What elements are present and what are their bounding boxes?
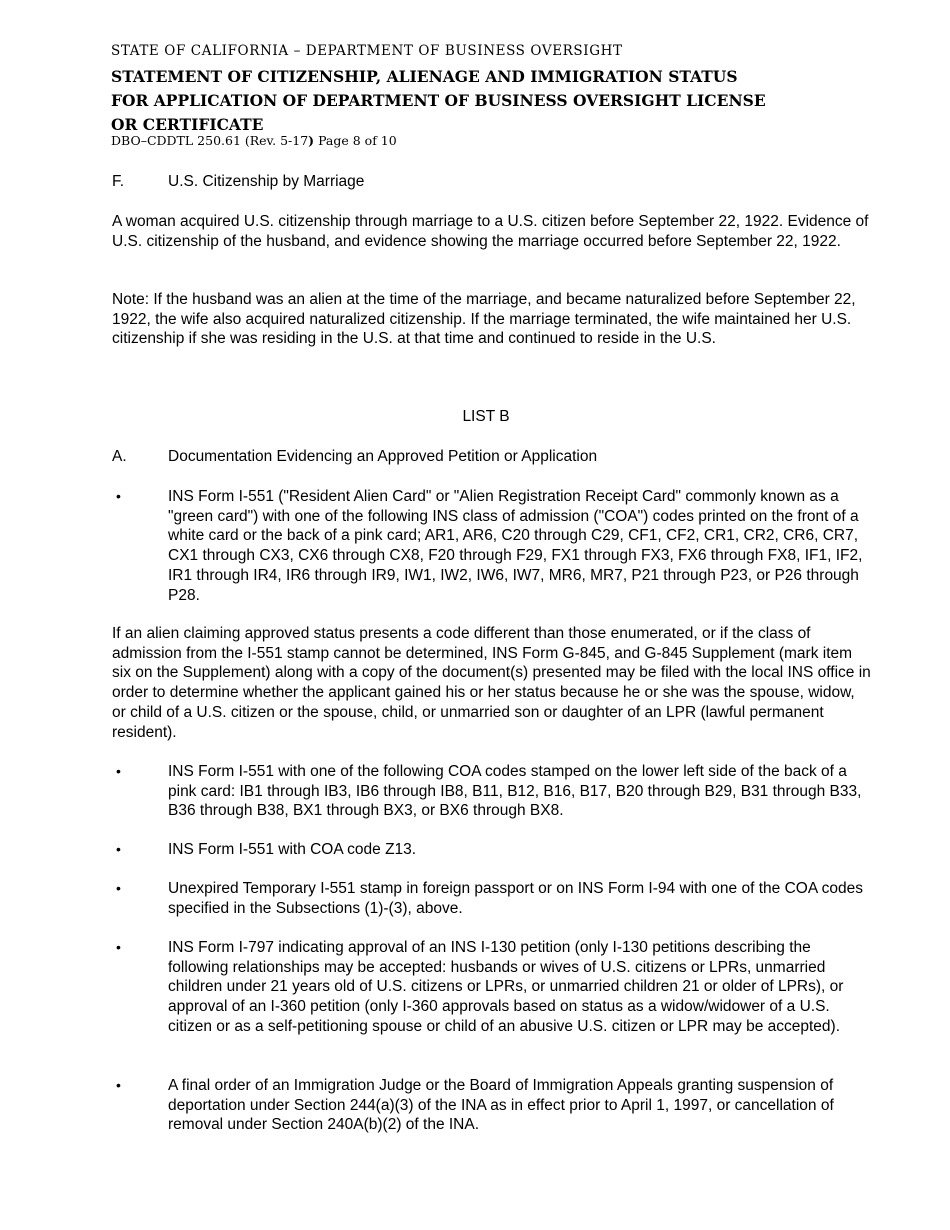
bullet-3-text: INS Form I-551 with COA code Z13.: [168, 841, 417, 858]
form-id: DBO–CDDTL 250.61 (Rev. 5-17: [111, 133, 309, 148]
section-f-note: Note: If the husband was an alien at the time of the marriage, and became naturalized before September 22, 1922, the wife also acquired naturalized citizenship. If the marriage terminated, the wife maintained her U.S. citizenship if she was residing in the U.S. at that time and continued to reside in the U.S.: [112, 291, 856, 348]
form-title-line-2: FOR APPLICATION OF DEPARTMENT OF BUSINESS OVERSIGHT LICENSE: [111, 91, 766, 110]
bullet-6-marker: •: [116, 1077, 121, 1093]
bullet-3-marker: •: [116, 841, 121, 857]
form-number-line: [111, 133, 397, 148]
bullet-2-text: INS Form I-551 with one of the following COA codes stamped on the lower left side of the back of a pink card: IB1 through IB3, IB6 through IB8, B11, B12, B16, B17, B20 through B29, B31 through B33, B36 through B38, BX1 through BX3, or BX6 through BX8.: [168, 763, 862, 820]
form-title: [111, 65, 766, 137]
form-title-line-3: OR CERTIFICATE: [111, 115, 264, 134]
bullet-5-text: INS Form I-797 indicating approval of an INS I-130 petition (only I-130 petitions describing the following relationships may be accepted: husbands or wives of U.S. citizens or LPRs, unmarried children under 21 years old of U.S. citizens or LPRs, or unmarried children 21 or older of LPRs), or approval of an I-360 petition (only I-360 approvals based on status as a widow/widower of a U.S. citizen or as a self-petitioning spouse or child of an abusive U.S. citizen or LPR may be accepted).: [168, 939, 844, 1035]
bullet-4-text: Unexpired Temporary I-551 stamp in foreign passport or on INS Form I-94 with one of the COA codes specified in the Subsections (1)-(3), above.: [168, 880, 863, 917]
form-title-line-1: STATEMENT OF CITIZENSHIP, ALIENAGE AND IMMIGRATION STATUS: [111, 67, 738, 86]
bullet-1-text: INS Form I-551 ("Resident Alien Card" or "Alien Registration Receipt Card" commonly known as a "green card") with one of the following INS class of admission ("COA") codes printed on the front of a white card or the back of a pink card; AR1, AR6, C20 through C29, CF1, CF2, CR1, CR2, CR6, CR7, CX1 through CX3, CX6 through CX8, F20 through F29, FX1 through FX3, FX6 through FX8, IF1, IF2, IR1 through IR4, IR6 through IR9, IW1, IW2, IW6, IW7, MR6, MR7, P21 through P23, or P26 through P28.: [168, 488, 863, 604]
bullet-4-marker: •: [116, 880, 121, 896]
list-b-section-a-title: Documentation Evidencing an Approved Petition or Application: [168, 448, 598, 465]
list-b-section-a-letter: A.: [112, 448, 127, 465]
bullet-1-marker: •: [116, 488, 121, 504]
form-id-paren: ): [308, 133, 315, 148]
bullet-2-marker: •: [116, 763, 121, 779]
page-number: Page 8 of 10: [314, 133, 397, 148]
section-f-letter: F.: [112, 173, 125, 190]
list-b-title: LIST B: [462, 408, 510, 425]
agency-line: STATE OF CALIFORNIA – DEPARTMENT OF BUSINESS OVERSIGHT: [111, 43, 623, 59]
bullet-5-marker: •: [116, 939, 121, 955]
section-f-title: U.S. Citizenship by Marriage: [168, 173, 365, 190]
bullet-6-text: A final order of an Immigration Judge or the Board of Immigration Appeals granting suspension of deportation under Section 244(a)(3) of the INA as in effect prior to April 1, 1997, or cancellation of removal under Section 240A(b)(2) of the INA.: [168, 1077, 834, 1134]
list-b-paragraph: If an alien claiming approved status presents a code different than those enumerated, or if the class of admission from the I-551 stamp cannot be determined, INS Form G-845, and G-845 Supplement (mark item six on the Supplement) along with a copy of the document(s) presented may be filed with the local INS office in order to determine whether the applicant gained his or her status because he or she was the spouse, widow, or child of a U.S. citizen or the spouse, child, or unmarried son or daughter of an LPR (lawful permanent resident).: [112, 625, 871, 741]
section-f-paragraph: A woman acquired U.S. citizenship through marriage to a U.S. citizen before September 22, 1922. Evidence of U.S. citizenship of the husband, and evidence showing the marriage occurred before September 22, 1922.: [112, 213, 869, 250]
